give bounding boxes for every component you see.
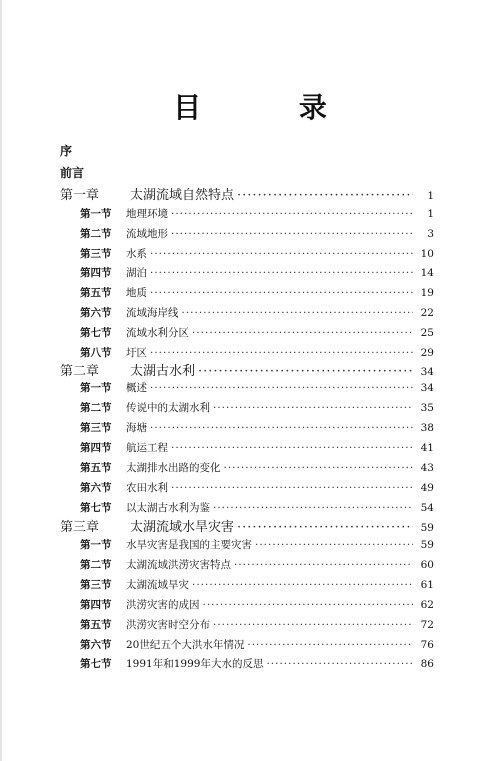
leader-dots <box>213 502 413 514</box>
page-number: 35 <box>420 402 434 414</box>
section-title: 太湖流域洪涝灾害特点 <box>126 558 231 571</box>
section-title: 水旱灾害是我国的主要灾害 <box>126 539 252 551</box>
leader-dots <box>213 619 413 631</box>
leader-dots <box>213 402 413 414</box>
toc-section-entry <box>80 637 434 652</box>
section-number: 第六节 <box>80 638 112 651</box>
section-number: 第四节 <box>80 598 112 611</box>
section-title: 1991年和1999年大水的反思 <box>126 658 264 671</box>
toc-section-entry <box>80 656 434 671</box>
section-title: 农田水利 <box>126 482 168 494</box>
chapter-title: 太湖流域自然特点 <box>130 188 235 203</box>
section-number: 第四节 <box>80 442 112 454</box>
toc-section-entry <box>80 420 434 435</box>
toc-section-entry <box>80 305 434 320</box>
toc-section-entry <box>80 500 434 515</box>
page-number: 76 <box>420 638 434 651</box>
toc-section-entry <box>80 440 434 455</box>
leader-dots <box>150 267 413 279</box>
leader-dots <box>150 382 413 394</box>
toc-section-entry <box>80 206 434 221</box>
section-title: 太湖流域旱灾 <box>126 578 189 591</box>
section-number: 第五节 <box>80 618 112 631</box>
page-number: 25 <box>420 326 434 339</box>
section-title: 流域地形 <box>126 227 168 240</box>
toc-section-entry <box>80 557 434 572</box>
leader-dots <box>150 287 413 299</box>
toc-section-entry <box>80 480 434 495</box>
page-number: 43 <box>420 462 434 474</box>
page-number: 38 <box>420 422 434 434</box>
page-number: 72 <box>420 618 434 631</box>
section-number: 第七节 <box>80 658 112 671</box>
section-title: 湖泊 <box>126 267 147 280</box>
toc-section-entry <box>80 246 434 261</box>
section-number: 第二节 <box>80 558 112 571</box>
section-title: 以太湖古水利为鉴 <box>126 502 210 514</box>
page-number: 1 <box>427 190 434 202</box>
section-title: 流域水利分区 <box>126 326 189 339</box>
leader-dots <box>150 347 413 359</box>
leader-dots <box>171 482 413 494</box>
leader-dots <box>182 307 414 319</box>
section-number: 第七节 <box>80 502 112 514</box>
toc-section-entry <box>80 226 434 241</box>
section-number: 第一节 <box>80 382 112 394</box>
leader-dots <box>234 559 413 571</box>
leader-dots <box>237 188 413 203</box>
toc-section-entry <box>80 537 434 552</box>
page-number: 34 <box>420 382 434 394</box>
toc-section-entry <box>80 577 434 592</box>
leader-dots <box>171 208 413 220</box>
section-number: 第七节 <box>80 326 112 339</box>
page-number: 3 <box>427 227 434 240</box>
section-number: 第五节 <box>80 462 112 474</box>
front-matter-preface: 序 <box>60 144 73 158</box>
section-title: 洪涝灾害的成因 <box>126 598 200 611</box>
leader-dots <box>237 520 413 535</box>
leader-dots <box>171 442 413 454</box>
toc-section-entry <box>80 617 434 632</box>
front-matter-foreword: 前言 <box>60 166 85 180</box>
page-title: 目 录 <box>173 91 371 124</box>
section-title: 海塘 <box>126 422 147 434</box>
page-number: 19 <box>420 287 434 300</box>
page-number: 34 <box>420 366 434 378</box>
section-title: 20世纪五个大洪水年情况 <box>126 638 245 651</box>
leader-dots <box>203 599 414 611</box>
page-number: 59 <box>420 522 434 534</box>
page-number: 49 <box>420 482 434 494</box>
page-number: 22 <box>420 307 434 319</box>
toc-section-entry <box>80 285 434 300</box>
section-number: 第二节 <box>80 402 112 414</box>
section-title: 流域海岸线 <box>126 307 179 319</box>
section-number: 第三节 <box>80 578 112 591</box>
toc-section-entry <box>80 325 434 340</box>
page-number: 86 <box>420 658 434 671</box>
section-title: 圩区 <box>126 346 147 359</box>
page-number: 41 <box>420 442 434 454</box>
section-number: 第二节 <box>80 227 112 240</box>
page-number: 61 <box>420 578 434 591</box>
toc-section-entry <box>80 345 434 360</box>
section-number: 第四节 <box>80 267 112 280</box>
page-number: 62 <box>420 598 434 611</box>
leader-dots <box>192 327 413 339</box>
page-number: 14 <box>420 267 434 280</box>
toc-section-entry <box>80 380 434 395</box>
section-title: 航运工程 <box>126 442 168 454</box>
section-title: 地质 <box>126 287 147 300</box>
section-title: 水系 <box>126 247 147 260</box>
toc-section-entry <box>80 597 434 612</box>
leader-dots <box>171 228 413 240</box>
page-number: 29 <box>420 346 434 359</box>
section-title: 概述 <box>126 382 147 394</box>
page-number: 1 <box>427 208 434 220</box>
page-number: 60 <box>420 558 434 571</box>
toc-chapter-entry <box>60 360 434 379</box>
section-number: 第六节 <box>80 482 112 494</box>
chapter-number: 第三章 <box>60 520 100 535</box>
section-number: 第三节 <box>80 247 112 260</box>
section-number: 第一节 <box>80 539 112 551</box>
chapter-number: 第一章 <box>60 188 100 203</box>
page-number: 59 <box>420 539 434 551</box>
toc-section-entry <box>80 400 434 415</box>
page-number: 10 <box>420 247 434 260</box>
leader-dots <box>266 658 413 670</box>
toc-section-entry <box>80 460 434 475</box>
chapter-title: 太湖古水利 <box>130 364 196 379</box>
leader-dots <box>150 422 413 434</box>
section-title: 传说中的太湖水利 <box>126 402 210 414</box>
section-number: 第三节 <box>80 422 112 434</box>
leader-dots <box>150 248 413 260</box>
leader-dots <box>247 639 413 651</box>
leader-dots <box>192 579 413 591</box>
section-number: 第一节 <box>80 208 112 220</box>
section-number: 第八节 <box>80 346 112 359</box>
page-number: 54 <box>420 502 434 514</box>
section-title: 地理环境 <box>126 208 168 220</box>
toc-section-entry <box>80 265 434 280</box>
section-title: 太湖排水出路的变化 <box>126 462 221 474</box>
chapter-title: 太湖流域水旱灾害 <box>130 520 235 535</box>
toc-chapter-entry <box>60 184 434 203</box>
leader-dots <box>224 462 414 474</box>
section-number: 第六节 <box>80 307 112 319</box>
section-title: 洪涝灾害时空分布 <box>126 618 210 631</box>
section-number: 第五节 <box>80 287 112 300</box>
leader-dots <box>198 364 413 379</box>
toc-chapter-entry <box>60 516 434 535</box>
leader-dots <box>255 539 413 551</box>
chapter-number: 第二章 <box>60 364 100 379</box>
